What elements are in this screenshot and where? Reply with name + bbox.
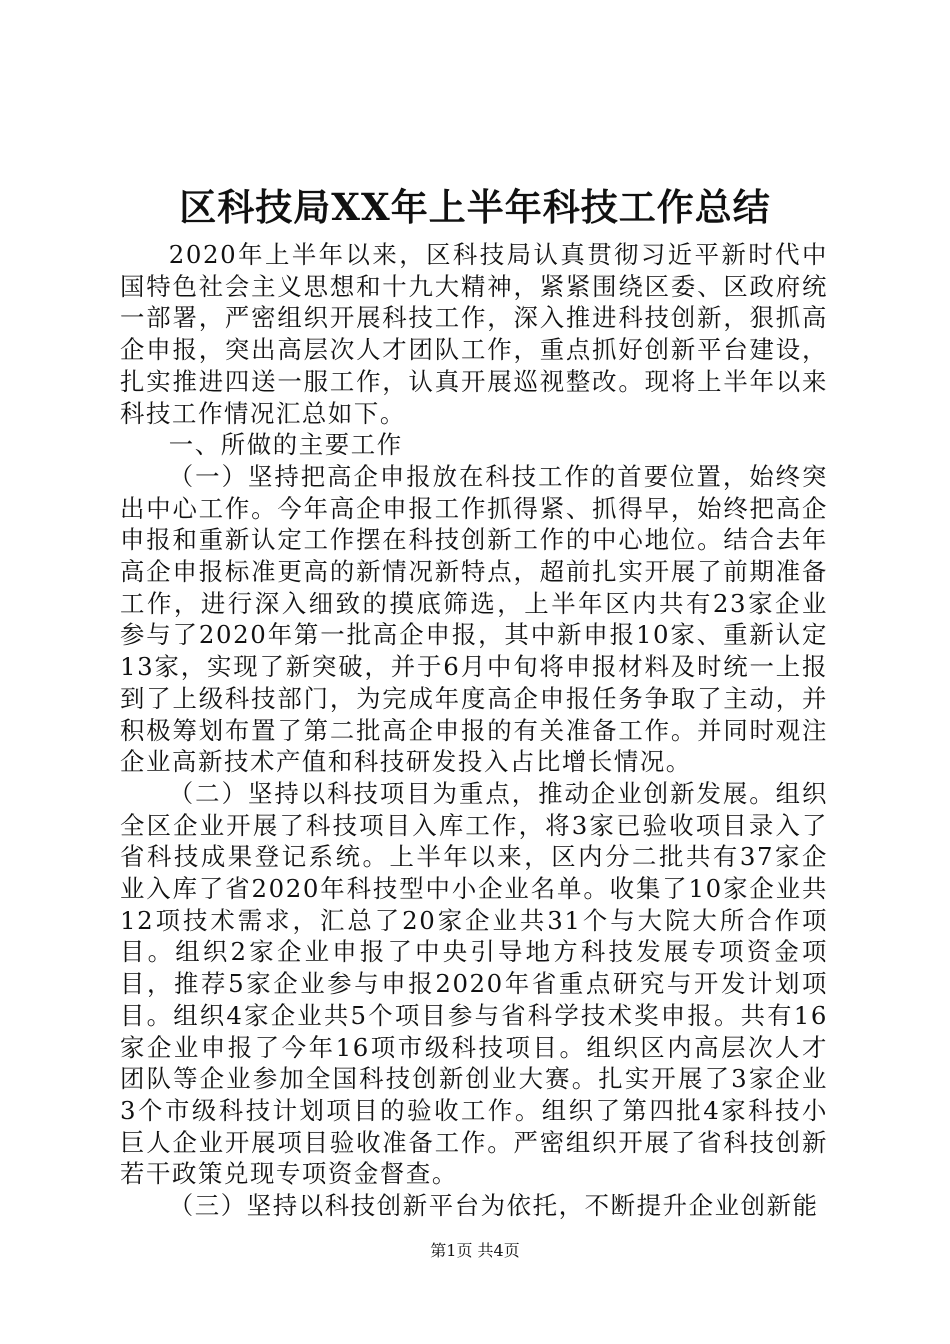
page-footer: 第1页 共4页 (430, 1241, 520, 1260)
paragraph-2: （二）坚持以科技项目为重点，推动企业创新发展。组织全区企业开展了科技项目入库工作，将3家已验收项目录入了省科技成果登记系统。上半年以来，区内分二批共有37家企业入库了省2020年科技型中小企业名单。收集了10家企业共12项技术需求，汇总了20家企业共31个与大院大所合作项目。组织2家企业申报了中央引导地方科技发展专项资金项目，推荐5家企业参与申报2020年省重点研究与开发计划项目。组织4家企业共5个项目参与省科学技术奖申报。共有16家企业申报了今年16项市级科技项目。组织区内高层次人才团队等企业参加全国科技创新创业大赛。扎实开展了3家企业3个市级科技计划项目的验收工作。组织了第四批4家科技小巨人企业开展项目验收准备工作。严密组织开展了省科技创新若干政策兑现专项资金督查。 (120, 778, 828, 1189)
document-body (120, 239, 828, 1222)
intro-paragraph: 2020年上半年以来，区科技局认真贯彻习近平新时代中国特色社会主义思想和十九大精神，紧紧围绕区委、区政府统一部署，严密组织开展科技工作，深入推进科技创新，狠抓高企申报，突出高层次人才团队工作，重点抓好创新平台建设，扎实推进四送一服工作，认真开展巡视整改。现将上半年以来科技工作情况汇总如下。 (120, 240, 828, 428)
document-title: 区科技局XX年上半年科技工作总结 (179, 185, 771, 229)
section-heading: 一、所做的主要工作 (168, 430, 403, 460)
paragraph-3: （三）坚持以科技创新平台为依托，不断提升企业创新能 (168, 1191, 819, 1221)
paragraph-1: （一）坚持把高企申报放在科技工作的首要位置，始终突出中心工作。今年高企申报工作抓得紧、抓得早，始终把高企申报和重新认定工作摆在科技创新工作的中心地位。结合去年高企申报标准更高的新情况新特点，超前扎实开展了前期准备工作，进行深入细致的摸底筛选，上半年区内共有23家企业参与了2020年第一批高企申报，其中新申报10家、重新认定13家，实现了新突破，并于6月中旬将申报材料及时统一上报到了上级科技部门，为完成年度高企申报任务争取了主动，并积极筹划布置了第二批高企申报的有关准备工作。并同时观注企业高新技术产值和科技研发投入占比增长情况。 (120, 461, 828, 777)
